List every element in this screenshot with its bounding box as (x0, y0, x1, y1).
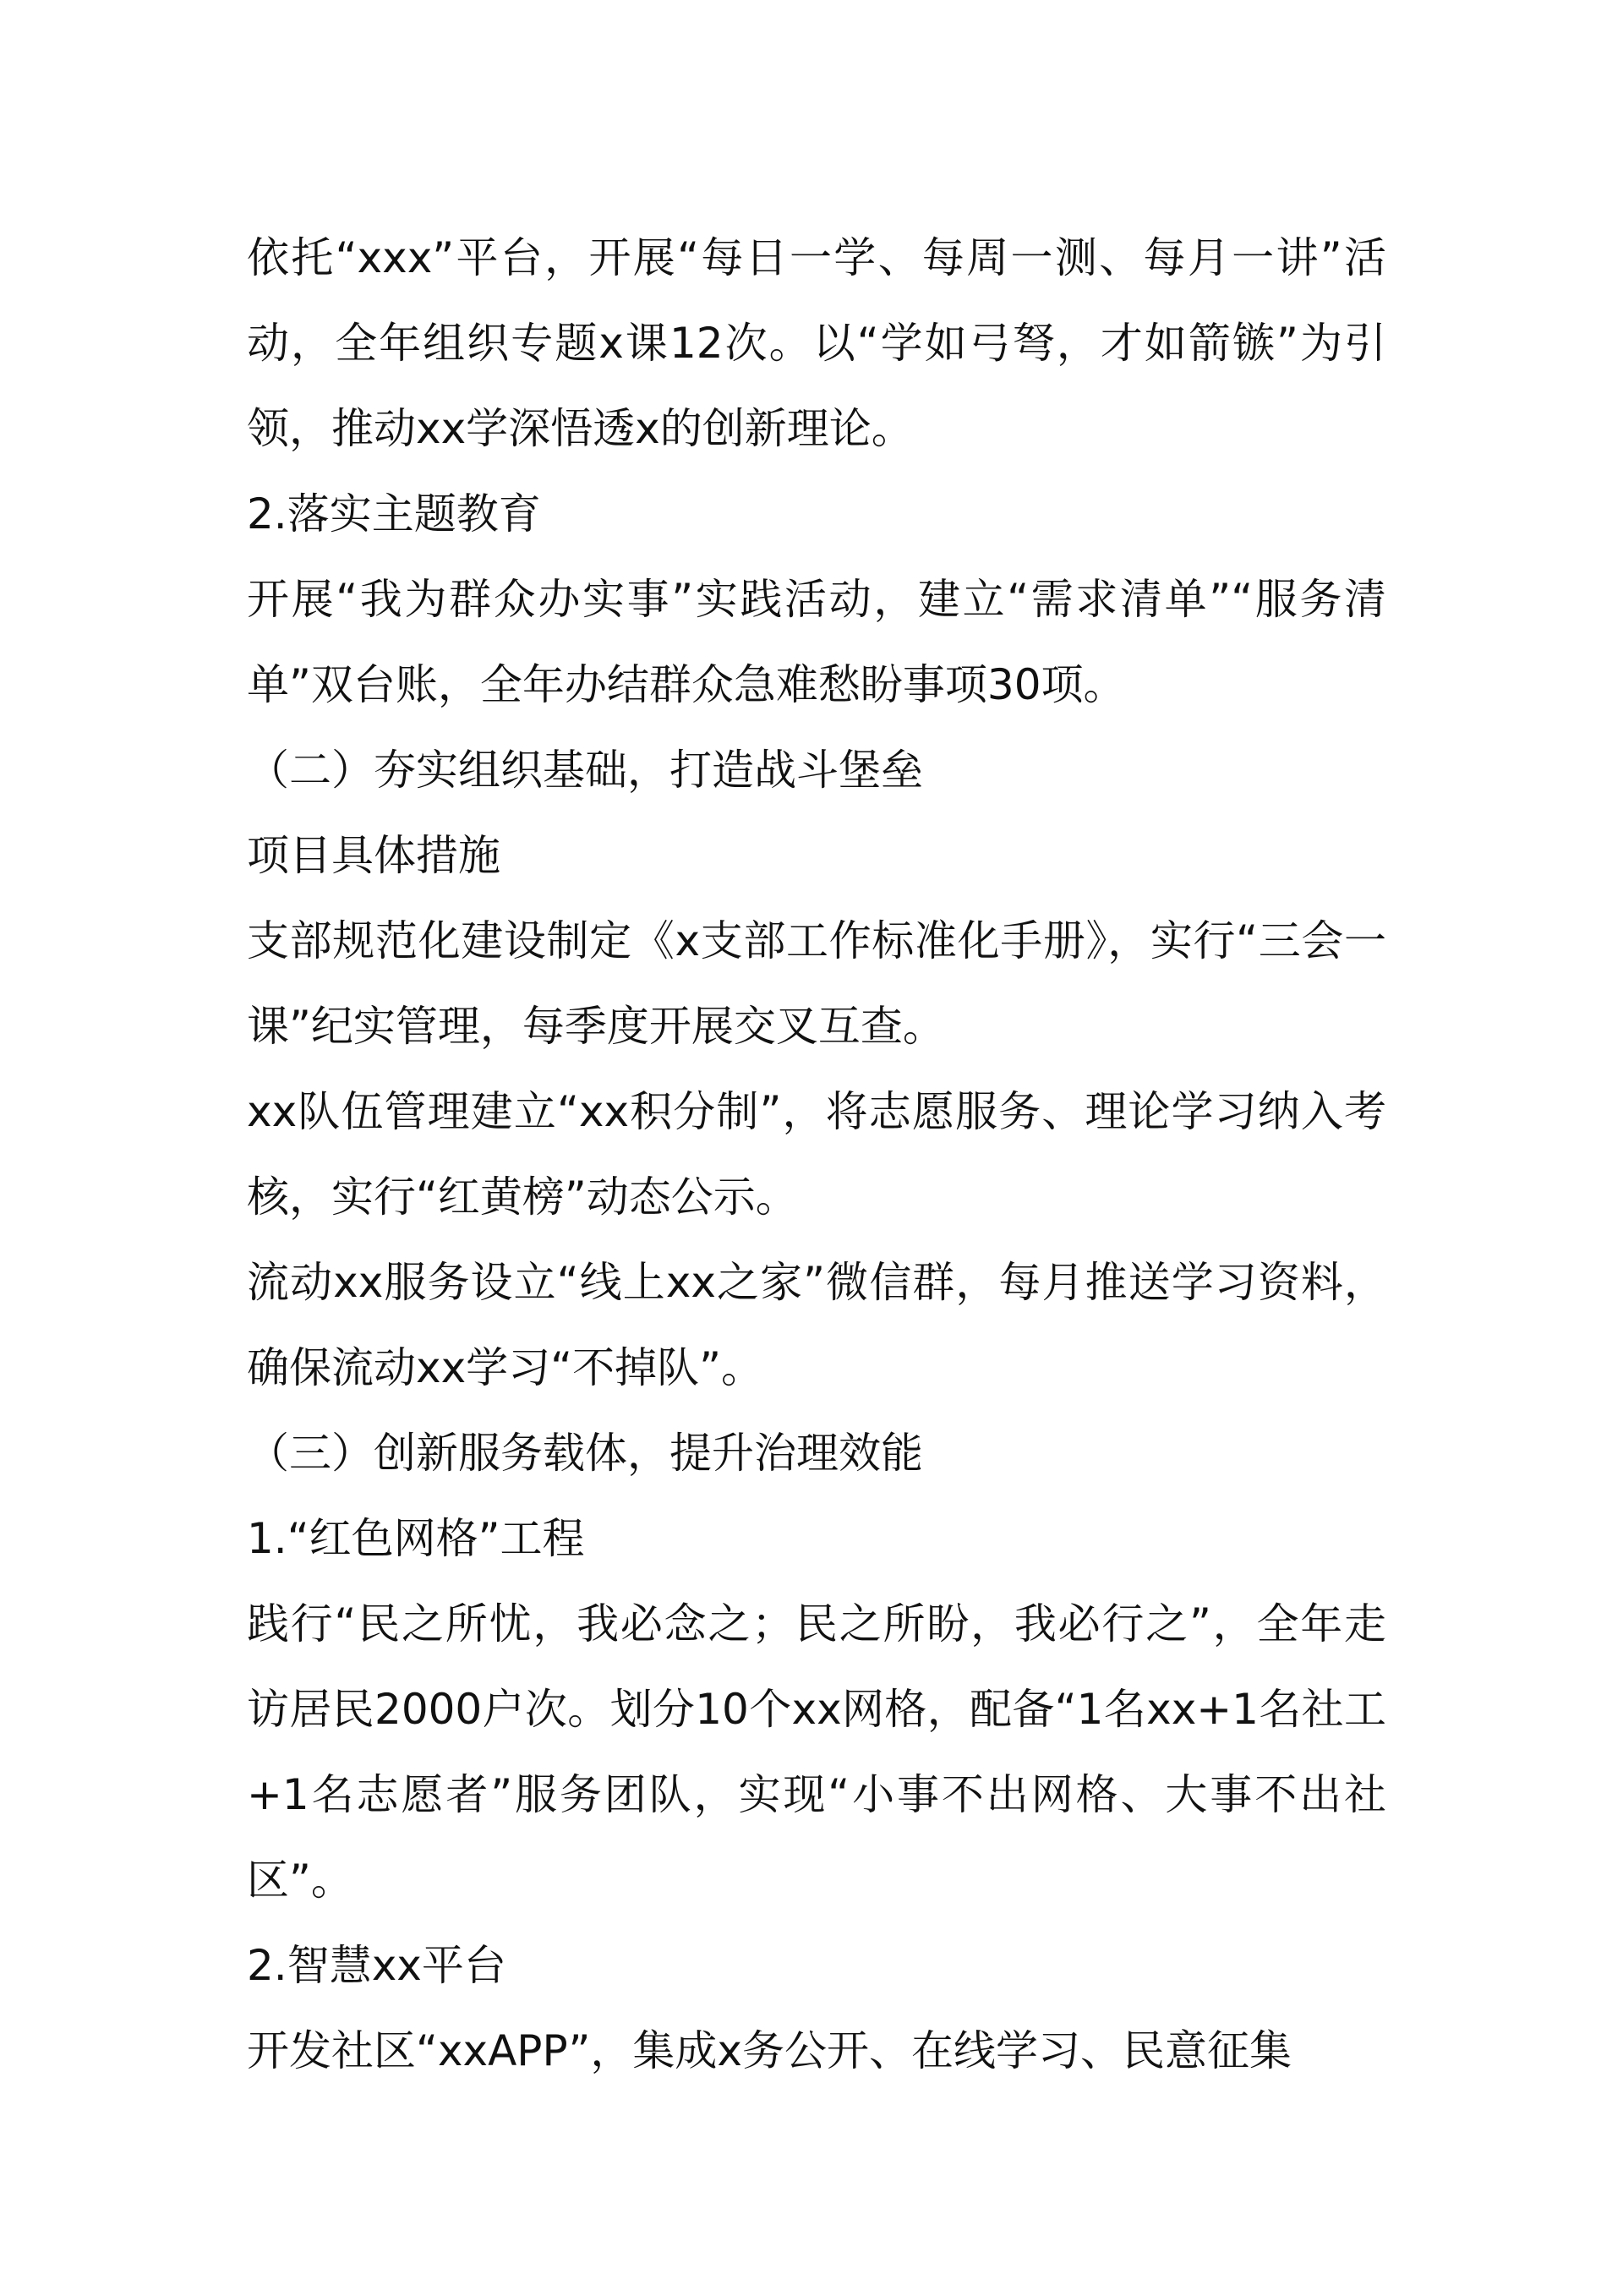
section-heading: （三）创新服务载体，提升治理效能 (247, 1429, 923, 1478)
body-paragraph: 支部规范化建设制定《x支部工作标准化手册》，实行“三会一课”纪实管理，每季度开展交叉互查。 (247, 916, 1386, 1051)
body-paragraph: 开展“我为群众办实事”实践活动，建立“需求清单”“服务清单”双台账，全年办结群众急难愁盼事项30项。 (247, 575, 1386, 709)
body-paragraph: xx队伍管理建立“xx积分制”，将志愿服务、理论学习纳入考核，实行“红黄榜”动态公示。 (247, 1087, 1386, 1222)
section-heading: 项目具体措施 (247, 831, 500, 880)
body-paragraph: 开发社区“xxAPP”，集成x务公开、在线学习、民意征集 (247, 2026, 1292, 2075)
section-heading: 2.落实主题教育 (247, 489, 541, 538)
section-heading: 2.智慧xx平台 (247, 1941, 506, 1990)
body-paragraph: 依托“xxx”平台，开展“每日一学、每周一测、每月一讲”活动，全年组织专题x课12次。以“学如弓弩，才如箭镞”为引领，推动xx学深悟透x的创新理论。 (247, 233, 1386, 453)
document-body (247, 216, 1386, 2094)
section-heading: （二）夯实组织基础，打造战斗堡垒 (247, 746, 923, 795)
section-heading: 1.“红色网格”工程 (247, 1514, 585, 1563)
body-paragraph: 流动xx服务设立“线上xx之家”微信群，每月推送学习资料，确保流动xx学习“不掉队”。 (247, 1258, 1386, 1392)
body-paragraph: 践行“民之所忧，我必念之；民之所盼，我必行之”，全年走访居民2000户次。划分10个xx网格，配备“1名xx+1名社工+1名志愿者”服务团队，实现“小事不出网格、大事不出社区”。 (247, 1599, 1386, 1905)
